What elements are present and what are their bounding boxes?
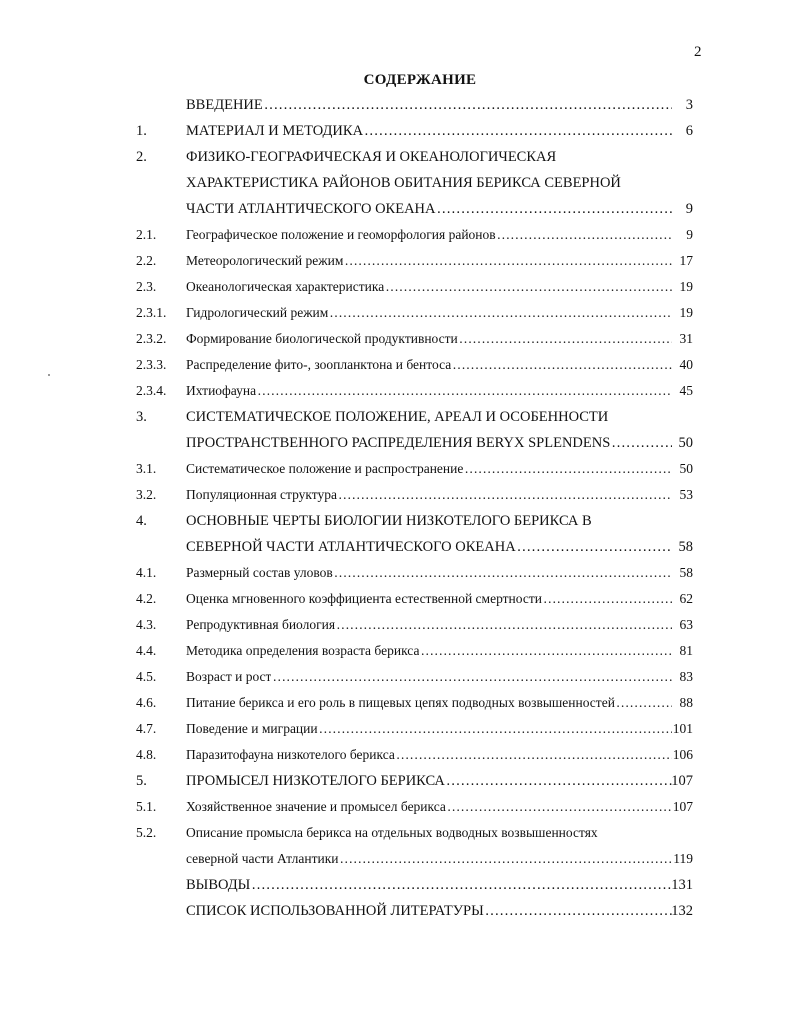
toc-entry-page: 132 [671,903,693,919]
toc-entry [0,534,799,560]
dot-leader [334,560,672,586]
toc-entry-content [186,378,672,404]
toc-entry-page: 62 [679,591,693,606]
toc-entry [0,638,799,664]
toc-entry-content [186,118,672,144]
toc-entry-page: 107 [672,799,693,814]
dot-leader [329,300,672,326]
toc-entry-page: 131 [671,877,693,893]
toc-entry-title: ОСНОВНЫЕ ЧЕРТЫ БИОЛОГИИ НИЗКОТЕЛОГО БЕРИКСА В [186,513,592,529]
toc-entry [0,144,799,170]
toc-entry-page: 17 [679,253,693,268]
toc-entry-page: 53 [679,487,693,502]
toc-entry-content [186,586,672,612]
toc-entry [0,378,799,404]
toc-entry-title: Популяционная структура [186,487,338,502]
toc-entry-title: Методика определения возраста берикса [186,643,420,658]
dot-leader [251,872,672,898]
dot-leader [464,456,672,482]
toc-entry-title: СПИСОК ИСПОЛЬЗОВАННОЙ ЛИТЕРАТУРЫ [186,903,484,919]
toc-entry [0,846,799,872]
toc-entry-title: ПРОМЫСЕЛ НИЗКОТЕЛОГО БЕРИКСА [186,773,445,789]
dot-leader [616,690,672,716]
toc-entry-page: 81 [679,643,693,658]
dot-leader [319,716,672,742]
toc-entry-content [186,560,672,586]
toc-entry-page: 50 [679,461,693,476]
toc-entry-content [186,846,672,872]
toc-entry-title: Гидрологический режим [186,305,329,320]
toc-entry-page: 58 [679,565,693,580]
toc-entry-title: Формирование биологической продуктивности [186,331,458,346]
toc-entry-content [186,274,672,300]
dot-leader [272,664,672,690]
toc-entry-title: Метеорологический режим [186,253,344,268]
toc-entry-title: Возраст и рост [186,669,272,684]
toc-entry [0,586,799,612]
toc-entry-content [186,352,672,378]
toc-entry [0,820,799,846]
dot-leader [257,378,672,404]
toc-entry-content [186,326,672,352]
toc-entry-title: Питание берикса и его роль в пищевых цепях подводных возвышенностей [186,695,615,710]
toc-entry-content [186,222,672,248]
toc-entry-content [186,690,672,716]
toc-entry-page: 83 [679,669,693,684]
toc-entry [0,482,799,508]
toc-entry-content [186,638,672,664]
toc-entry-content [186,92,672,118]
dot-leader [340,846,672,872]
toc-entry [0,118,799,144]
toc-entry-title: МАТЕРИАЛ И МЕТОДИКА [186,123,364,139]
dot-leader [420,638,672,664]
toc-entry-content [186,430,672,456]
toc-entry [0,612,799,638]
toc-entry [0,430,799,456]
toc-entry [0,248,799,274]
page-number: 2 [694,44,702,60]
toc-entry [0,196,799,222]
toc-entry [0,508,799,534]
dot-leader [611,430,672,456]
toc-entry-page: 106 [672,747,693,762]
dot-leader [452,352,672,378]
toc-entry-title: ПРОСТРАНСТВЕННОГО РАСПРЕДЕЛЕНИЯ BERYX SPLENDENS [186,435,611,451]
table-of-contents [0,92,799,924]
toc-entry [0,352,799,378]
toc-entry-title: Ихтиофауна [186,383,257,398]
dot-leader [543,586,672,612]
toc-entry-number: 5. [136,773,147,789]
toc-entry-content [186,534,672,560]
toc-entry-title: Размерный состав уловов [186,565,333,580]
toc-entry-number: 3.1. [136,461,157,476]
toc-entry-number: 2.2. [136,253,157,268]
toc-entry-content [186,300,672,326]
toc-entry-page: 119 [673,851,693,866]
toc-entry [0,274,799,300]
toc-entry-number: 2.3.3. [136,357,167,372]
toc-entry-number: 2.1. [136,227,157,242]
dot-leader [396,742,672,768]
dot-leader [447,794,672,820]
toc-entry-page: 88 [679,695,693,710]
toc-entry-page: 50 [678,435,693,451]
toc-entry-title: ХАРАКТЕРИСТИКА РАЙОНОВ ОБИТАНИЯ БЕРИКСА СЕВЕРНОЙ [186,175,621,191]
toc-entry-title: СЕВЕРНОЙ ЧАСТИ АТЛАНТИЧЕСКОГО ОКЕАНА [186,539,516,555]
toc-entry-title: Систематическое положение и распространение [186,461,464,476]
dot-leader [459,326,672,352]
toc-entry-number: 5.2. [136,825,157,840]
dot-leader [446,768,672,794]
toc-entry-title: ФИЗИКО-ГЕОГРАФИЧЕСКАЯ И ОКЕАНОЛОГИЧЕСКАЯ [186,149,557,165]
dot-leader [485,898,672,924]
toc-entry-page: 58 [678,539,693,555]
toc-entry-title: Оценка мгновенного коэффициента естественной смертности [186,591,542,606]
toc-entry-number: 2.3.2. [136,331,167,346]
toc-entry-title: ВЫВОДЫ [186,877,251,893]
toc-entry [0,898,799,924]
toc-entry-content [186,196,672,222]
toc-entry-title: Репродуктивная биология [186,617,336,632]
toc-entry [0,222,799,248]
toc-entry-number: 4.8. [136,747,157,762]
toc-entry-page: 63 [679,617,693,632]
toc-entry-page: 45 [679,383,693,398]
toc-entry-content [186,508,711,534]
toc-entry-title: Поведение и миграции [186,721,318,736]
toc-entry [0,560,799,586]
dot-leader [336,612,672,638]
toc-entry-number: 5.1. [136,799,157,814]
toc-entry-content [186,170,711,196]
toc-entry [0,872,799,898]
toc-entry-page: 40 [679,357,693,372]
toc-entry-content [186,612,672,638]
toc-entry-number: 4.2. [136,591,157,606]
toc-entry-content [186,768,672,794]
toc-entry [0,690,799,716]
toc-entry-title: Описание промысла берикса на отдельных водводных возвышенностях [186,825,598,840]
toc-entry-content [186,898,672,924]
toc-entry-title: северной части Атлантики [186,851,339,866]
toc-entry-page: 19 [679,305,693,320]
toc-entry-page: 19 [679,279,693,294]
toc-entry-content [186,664,672,690]
dot-leader [338,482,672,508]
toc-entry-content [186,794,672,820]
toc-entry [0,794,799,820]
toc-entry-number: 4.7. [136,721,157,736]
toc-entry-number: 4.1. [136,565,157,580]
toc-entry-content [186,482,672,508]
toc-entry [0,404,799,430]
toc-entry-page: 107 [671,773,693,789]
toc-entry [0,300,799,326]
toc-entry-content [186,872,672,898]
toc-entry-page: 9 [686,227,693,242]
toc-entry-content [186,456,672,482]
toc-entry-number: 4.4. [136,643,157,658]
toc-entry-title: ЧАСТИ АТЛАНТИЧЕСКОГО ОКЕАНА [186,201,436,217]
toc-entry-number: 3.2. [136,487,157,502]
toc-entry-title: Географическое положение и геоморфология районов [186,227,496,242]
toc-entry-number: 1. [136,123,147,139]
toc-entry-content [186,716,672,742]
toc-entry-page: 101 [672,721,693,736]
toc-entry-number: 2. [136,149,147,165]
toc-entry-number: 3. [136,409,147,425]
toc-entry [0,170,799,196]
toc-entry [0,456,799,482]
dot-leader [344,248,672,274]
toc-entry-number: 4.6. [136,695,157,710]
toc-entry-page: 3 [685,97,693,113]
toc-entry-title: Распределение фито-, зоопланктона и бентоса [186,357,452,372]
toc-entry-content [186,144,711,170]
dot-leader [385,274,672,300]
toc-entry-page: 31 [679,331,693,346]
toc-entry-content [186,742,672,768]
toc-entry [0,92,799,118]
toc-entry [0,326,799,352]
toc-entry-title: Хозяйственное значение и промысел берикса [186,799,446,814]
toc-entry-number: 2.3.1. [136,305,167,320]
toc-entry [0,742,799,768]
dot-leader [437,196,672,222]
toc-entry-content [186,404,711,430]
toc-entry-number: 2.3.4. [136,383,167,398]
toc-title: СОДЕРЖАНИЕ [363,72,477,88]
toc-entry-content [186,820,711,846]
dot-leader [364,118,672,144]
toc-entry [0,716,799,742]
toc-entry-page: 6 [685,123,693,139]
dot-leader [264,92,672,118]
dot-leader [497,222,672,248]
toc-entry-number: 2.3. [136,279,157,294]
toc-entry-content [186,248,672,274]
toc-entry [0,768,799,794]
toc-entry [0,664,799,690]
toc-entry-title: ВВЕДЕНИЕ [186,97,263,113]
dot-leader [517,534,672,560]
toc-entry-number: 4.5. [136,669,157,684]
toc-entry-page: 9 [685,201,693,217]
toc-entry-number: 4. [136,513,147,529]
toc-entry-number: 4.3. [136,617,157,632]
toc-entry-title: Паразитофауна низкотелого берикса [186,747,395,762]
toc-entry-title: СИСТЕМАТИЧЕСКОЕ ПОЛОЖЕНИЕ, АРЕАЛ И ОСОБЕННОСТИ [186,409,609,425]
toc-entry-title: Океанологическая характеристика [186,279,385,294]
